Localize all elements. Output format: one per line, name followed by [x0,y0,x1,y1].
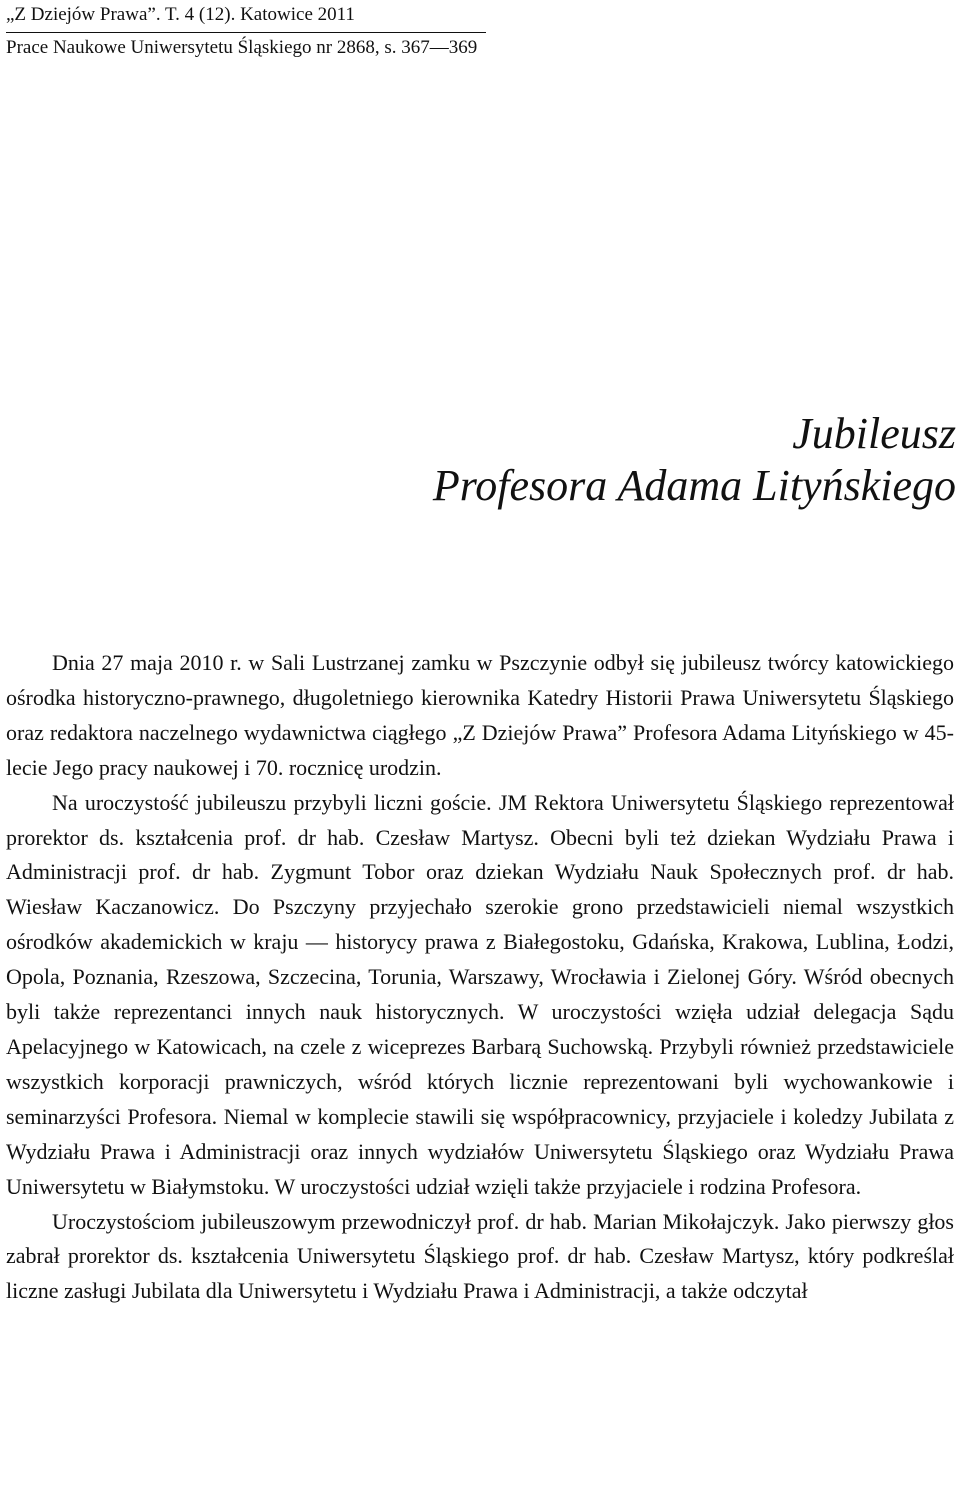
series-citation: Prace Naukowe Uniwersytetu Śląskiego nr 2868, s. 367—369 [6,37,478,58]
running-header [6,0,486,63]
paragraph-3: Uroczystościom jubileuszowym przewodniczył prof. dr hab. Marian Mikołajczyk. Jako pierwszy głos zabrał prorektor ds. kształcenia Uniwersytetu Śląskiego prof. dr hab. Czesław Martysz, który podkreślał liczne zasługi Jubilata dla Uniwersytetu i Wydziału Prawa i Administracji, a także odczytał [6,1208,954,1304]
journal-citation: „Z Dziejów Prawa”. T. 4 (12). Katowice 2011 [6,0,486,33]
paragraph-2: Na uroczystość jubileuszu przybyli liczni goście. JM Rektora Uniwersytetu Śląskiego reprezentował prorektor ds. kształcenia prof. dr hab. Czesław Martysz. Obecni byli też dziekan Wydziału Prawa i Administracji prof. dr hab. Zygmunt Tobor oraz dziekan Wydziału Nauk Społecznych prof. dr hab. Wiesław Kaczanowicz. Do Pszczyny przyjechało szerokie grono przedstawicieli niemal wszystkich ośrodków akademickich w kraju — historycy prawa z Białegostoku, Gdańska, Krakowa, Lublina, Łodzi, Opola, Poznania, Rzeszowa, Szczecina, Torunia, Warszawy, Wrocławia i Zielonej Góry. Wśród obecnych byli także reprezentanci innych nauk historycznych. W uroczystości wzięła udział delegacja Sądu Apelacyjnego w Katowicach, na czele z wiceprezes Barbarą Suchowską. Przybyli również przedstawiciele wszystkich korporacji prawniczych, wśród których licznie reprezentowani byli wychowankowie i seminarzyści Profesora. Niemal w komplecie stawili się współpracownicy, przyjaciele i koledzy Jubilata z Wydziału Prawa i Administracji oraz innych wydziałów Uniwersytetu Śląskiego oraz Wydziału Prawa Uniwersytetu w Białymstoku. W uroczystości udział wzięli także przyjaciele i rodzina Profesora. [6,789,954,1199]
title-line-1: Jubileusz [792,409,956,458]
paragraph-1: Dnia 27 maja 2010 r. w Sali Lustrzanej zamku w Pszczynie odbył się jubileusz twórcy katowickiego ośrodka historyczno-prawnego, długoletniego kierownika Katedry Historii Prawa Uniwersytetu Śląskiego oraz redaktora naczelnego wydawnictwa ciągłego „Z Dziejów Prawa” Profesora Adama Lityńskiego w 45-lecie Jego pracy naukowej i 70. rocznicę urodzin. [6,650,954,780]
article-title [433,408,956,512]
title-line-2: Profesora Adama Lityńskiego [432,461,956,510]
article-body [6,646,954,1309]
